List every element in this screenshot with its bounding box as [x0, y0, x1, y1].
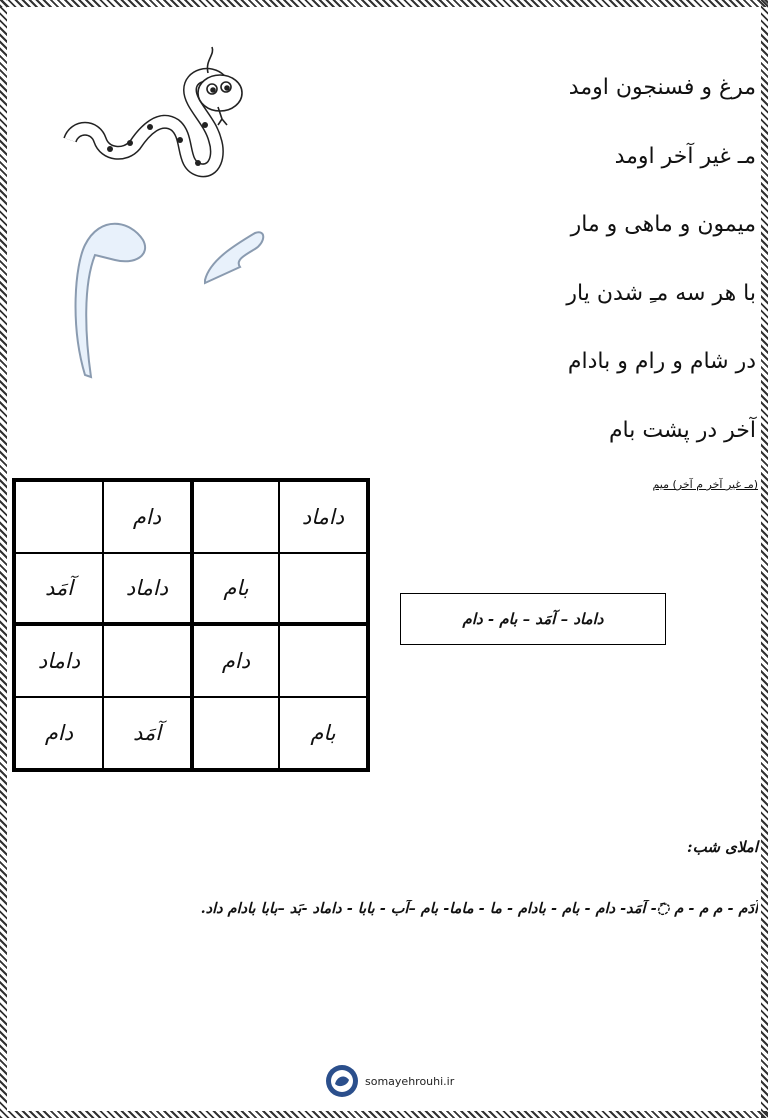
poem-line: آخر در پشت بام	[608, 417, 756, 443]
poem-line: با هر سه مـِ شدن یار	[566, 280, 756, 306]
poem-line: میمون و ماهی و مار	[570, 212, 756, 237]
grid-cell[interactable]	[191, 697, 279, 769]
site-logo-icon	[325, 1064, 359, 1098]
grid-cell[interactable]: دام	[103, 481, 191, 553]
grid-cell[interactable]: دام	[15, 697, 103, 769]
grid-cell[interactable]: آمَد	[103, 697, 191, 769]
grid-cell[interactable]: داماد	[103, 553, 191, 625]
grid-cell[interactable]: آمَد	[15, 553, 103, 625]
grid-cell[interactable]: داماد	[279, 481, 367, 553]
page-border-bottom	[0, 1111, 768, 1118]
word-bank-box: داماد – آمَد – بام - دام	[400, 593, 666, 645]
snake-illustration	[50, 45, 260, 205]
letter-shapes	[55, 205, 285, 390]
grid-cell[interactable]: بام	[191, 553, 279, 625]
grid-cell[interactable]	[279, 553, 367, 625]
footer	[325, 1064, 454, 1098]
dictation-text: آدَم - م م - م ◌َ- آمَد- دام - بام - بادام - ما - ماما- بام –آب - بابا - داماد -بَد –بابا بادام داد.	[200, 900, 758, 917]
grid-cell[interactable]: دام	[191, 625, 279, 697]
grid-cell[interactable]	[15, 481, 103, 553]
page-border-top	[0, 0, 768, 7]
poem	[566, 62, 756, 473]
page-border-left	[0, 0, 7, 1118]
site-url[interactable]: somayehrouhi.ir	[365, 1074, 455, 1088]
dictation-title: املای شب:	[687, 838, 758, 856]
grid-cell[interactable]	[191, 481, 279, 553]
page-border-right	[761, 0, 768, 1118]
letter-forms-note: (مـ غیر آخر م آخر) میم	[652, 478, 758, 491]
grid-cell[interactable]: بام	[279, 697, 367, 769]
grid-cell[interactable]	[103, 625, 191, 697]
poem-line: در شام و رام و بادام	[567, 349, 756, 374]
word-sudoku-grid	[12, 478, 370, 772]
grid-cell[interactable]	[279, 625, 367, 697]
grid-cell[interactable]: داماد	[15, 625, 103, 697]
poem-line: مرغ و فسنجون اومد	[568, 75, 756, 100]
poem-line: مـ غیر آخر اومد	[614, 143, 756, 169]
